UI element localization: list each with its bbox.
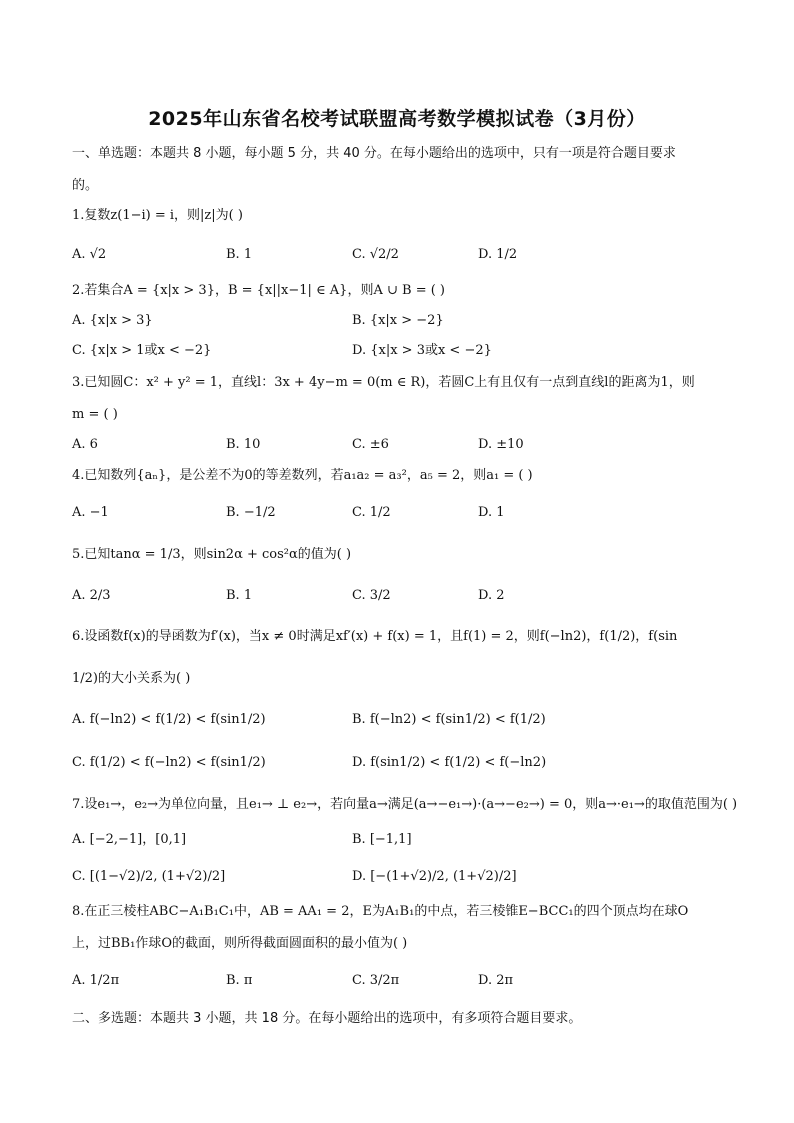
q3-option-a: A. 6 (72, 437, 98, 452)
q2-option-d: D. {x|x > 3或x < −2} (352, 343, 492, 358)
q2-option-c: C. {x|x > 1或x < −2} (72, 343, 212, 358)
q3-option-d: D. ±10 (478, 437, 524, 452)
q6-option-d: D. f(sin1/2) < f(1/2) < f(−ln2) (352, 755, 547, 770)
section1-heading-cont: 的。 (72, 178, 99, 193)
q5-option-b: B. 1 (226, 588, 253, 603)
q7-option-a: A. [−2,−1]，[0,1] (72, 832, 187, 847)
q2-option-a: A. {x|x > 3} (72, 313, 153, 328)
q7-option-c: C. [(1−√2)/2, (1+√2)/2] (72, 869, 226, 884)
q1-option-d: D. 1/2 (478, 247, 518, 262)
q1-option-c: C. √2/2 (352, 247, 399, 262)
q5-option-c: C. 3/2 (352, 588, 391, 603)
q1-option-b: B. 1 (226, 247, 253, 262)
q3-stem: 3.已知圆C：x² + y² = 1，直线l：3x + 4y−m = 0(m ∈ R)，若圆C上有且仅有一点到直线l的距离为1，则 (72, 375, 695, 390)
q3-stem-cont: m = ( ) (72, 407, 118, 422)
q5-option-d: D. 2 (478, 588, 505, 603)
q6-option-a: A. f(−ln2) < f(1/2) < f(sin1/2) (72, 712, 266, 727)
section2-heading: 二、多选题：本题共 3 小题，共 18 分。在每小题给出的选项中，有多项符合题目要求。 (72, 1011, 582, 1026)
q8-option-d: D. 2π (478, 973, 514, 988)
q8-stem-cont: 上，过BB₁作球O的截面，则所得截面圆面积的最小值为( ) (72, 936, 408, 951)
q6-stem-cont: 1/2)的大小关系为( ) (72, 671, 191, 686)
q6-stem: 6.设函数f(x)的导函数为f′(x)，当x ≠ 0时满足xf′(x) + f(x) = 1，且f(1) = 2，则f(−ln2)，f(1/2)，f(sin (72, 629, 678, 644)
q8-option-c: C. 3/2π (352, 973, 400, 988)
q1-stem: 1.复数z(1−i) = i，则|z|为( ) (72, 208, 243, 223)
q2-option-b: B. {x|x > −2} (352, 313, 444, 328)
q8-option-b: B. π (226, 973, 253, 988)
q4-stem: 4.已知数列{aₙ}，是公差不为0的等差数列，若a₁a₂ = a₃²，a₅ = 2，则a₁ = ( ) (72, 468, 533, 483)
q3-option-c: C. ±6 (352, 437, 389, 452)
q6-option-c: C. f(1/2) < f(−ln2) < f(sin1/2) (72, 755, 266, 770)
q3-option-b: B. 10 (226, 437, 261, 452)
q5-stem: 5.已知tanα = 1/3，则sin2α + cos²α的值为( ) (72, 547, 352, 562)
q2-stem: 2.若集合A = {x|x > 3}，B = {x||x−1| ∈ A}，则A ∪ B = ( ) (72, 283, 445, 298)
q1-option-a: A. √2 (72, 247, 107, 262)
q4-option-c: C. 1/2 (352, 505, 391, 520)
section1-heading: 一、单选题：本题共 8 小题，每小题 5 分，共 40 分。在每小题给出的选项中，只有一项是符合题目要求 (72, 146, 676, 161)
page-title: 2025年山东省名校考试联盟高考数学模拟试卷（3月份） (148, 108, 646, 130)
q4-option-b: B. −1/2 (226, 505, 276, 520)
q4-option-d: D. 1 (478, 505, 505, 520)
q4-option-a: A. −1 (72, 505, 109, 520)
q8-stem: 8.在正三棱柱ABC−A₁B₁C₁中，AB = AA₁ = 2，E为A₁B₁的中点，若三棱锥E−BCC₁的四个顶点均在球O (72, 904, 689, 919)
q6-option-b: B. f(−ln2) < f(sin1/2) < f(1/2) (352, 712, 546, 727)
q5-option-a: A. 2/3 (72, 588, 111, 603)
q7-option-b: B. [−1,1] (352, 832, 412, 847)
q7-stem: 7.设e₁→，e₂→为单位向量，且e₁→ ⊥ e₂→，若向量a→满足(a→−e₁→)·(a→−e₂→) = 0，则a→·e₁→的取值范围为( ) (72, 797, 738, 812)
q8-option-a: A. 1/2π (72, 973, 120, 988)
q7-option-d: D. [−(1+√2)/2, (1+√2)/2] (352, 869, 517, 884)
